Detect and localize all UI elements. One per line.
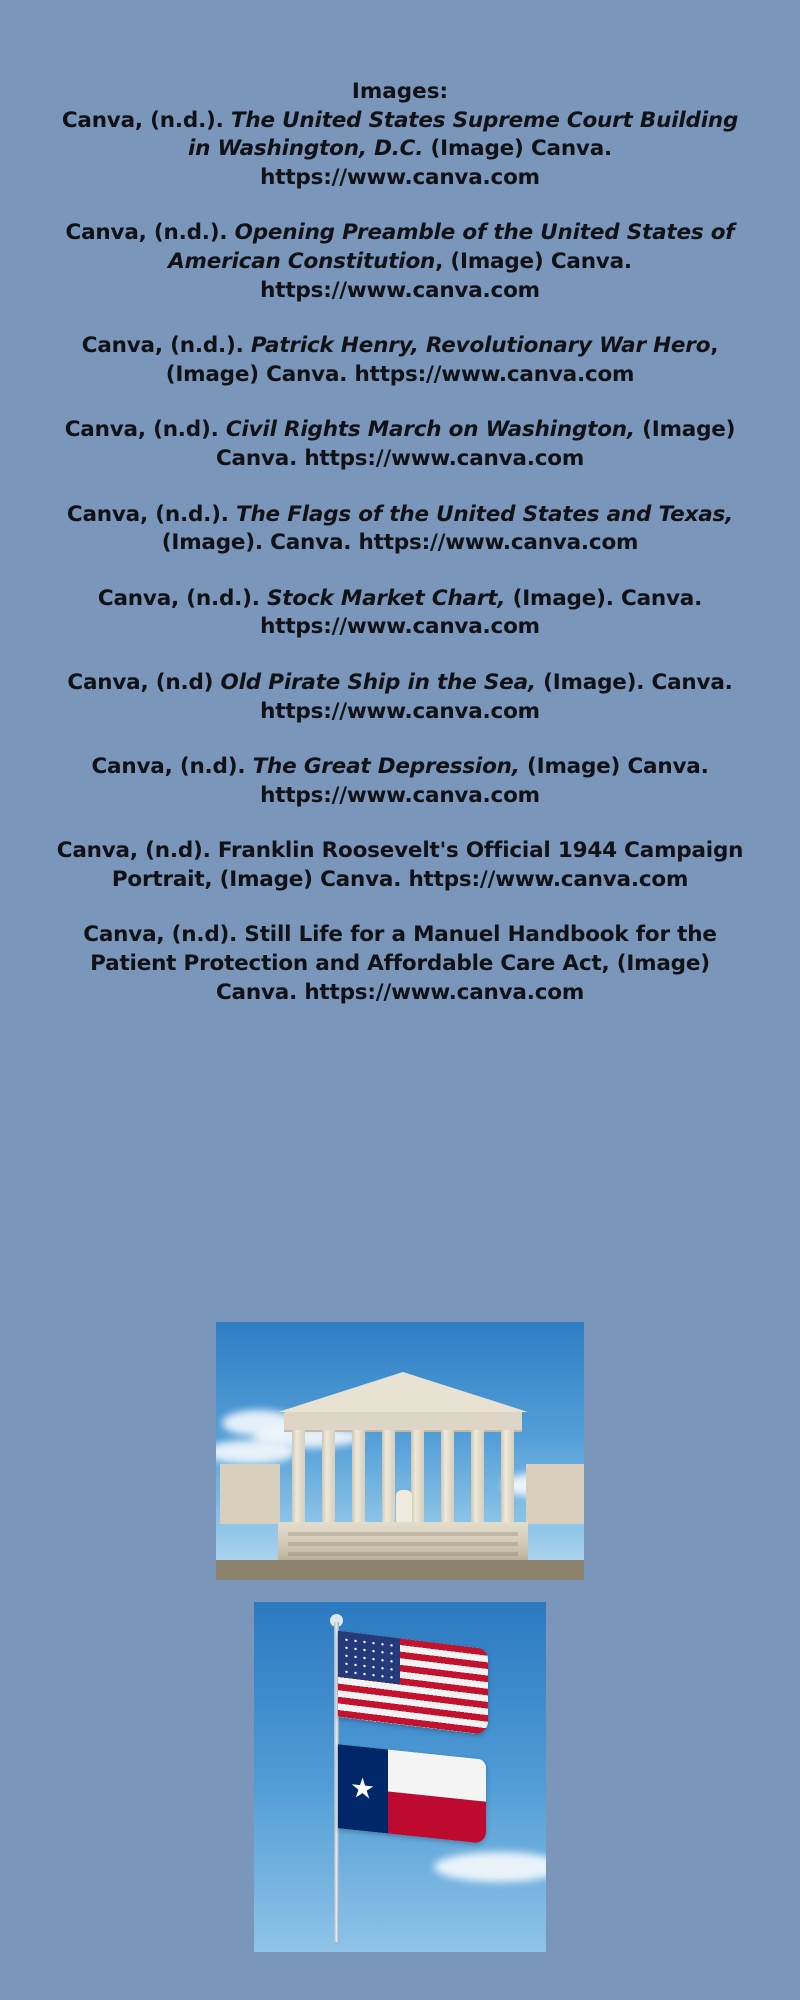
citation-prefix: Canva, (n.d) — [67, 669, 221, 695]
citation-title: The United States Supreme Court Building in Washington, D.C. — [187, 107, 739, 162]
column — [411, 1430, 424, 1522]
citation-suffix: (Image) Canva. https://www.canva.com — [260, 754, 709, 808]
us-flag-canton — [338, 1631, 400, 1685]
citation-title: Opening Preamble of the United States of American Constitution — [168, 220, 735, 274]
citation-item — [50, 332, 750, 389]
citation-prefix: Canva, (n.d). Still Life for a Manuel Handbook for the Patient Protection and Affordable Care Act, (Image) Canva. https://www.canva.com — [83, 922, 717, 1005]
column — [471, 1430, 484, 1522]
citation-item — [50, 585, 750, 642]
us-flag-stars — [342, 1635, 396, 1680]
citation-title: The Great Depression, — [252, 754, 520, 780]
page-title: Images: — [351, 79, 449, 104]
court-steps — [278, 1522, 528, 1562]
citation-item — [50, 921, 750, 1007]
court-building-shape — [278, 1372, 528, 1562]
supreme-court-photo — [216, 1322, 584, 1580]
column — [292, 1430, 305, 1522]
lone-star-icon: ★ — [350, 1770, 376, 1807]
citation-prefix: Canva, (n.d.). — [65, 220, 235, 246]
citation-prefix: Canva, (n.d.). — [97, 585, 268, 611]
citation-prefix: Canva, (n.d.). — [81, 333, 251, 359]
citation-suffix: , (Image) Canva. https://www.canva.com — [165, 333, 719, 387]
court-left-wing — [220, 1464, 280, 1524]
cloud-shape — [434, 1852, 546, 1882]
texas-flag — [338, 1744, 486, 1844]
citation-title: Civil Rights March on Washington, — [225, 417, 635, 443]
column — [322, 1430, 335, 1522]
citation-suffix: , (Image) Canva. https://www.canva.com — [260, 248, 632, 303]
citation-suffix: (Image). Canva. https://www.canva.com — [161, 530, 639, 556]
texas-flag-red-stripe — [388, 1791, 486, 1843]
court-foreground — [216, 1560, 584, 1580]
court-entablature — [284, 1412, 522, 1432]
citation-item — [50, 501, 750, 558]
citation-title: The Flags of the United States and Texas, — [235, 501, 734, 527]
citation-suffix: (Image). Canva. https://www.canva.com — [260, 669, 733, 724]
court-right-wing — [526, 1464, 584, 1524]
citation-title: Old Pirate Ship in the Sea, — [220, 669, 536, 695]
citation-prefix: Canva, (n.d). — [91, 754, 253, 780]
citation-title: Patrick Henry, Revolutionary War Hero — [250, 333, 711, 359]
citation-suffix: (Image) Canva. https://www.canva.com — [215, 417, 736, 471]
citation-prefix: Canva, (n.d). Franklin Roosevelt's Official 1944 Campaign Portrait, (Image) Canva. https://www.canva.com — [56, 838, 744, 892]
citation-item — [50, 219, 750, 305]
citation-suffix: (Image) Canva. https://www.canva.com — [260, 136, 613, 190]
court-statue — [396, 1490, 412, 1524]
texas-flag-hoist — [338, 1744, 388, 1833]
citation-item — [50, 753, 750, 810]
column — [382, 1430, 395, 1522]
citation-suffix: (Image). Canva. https://www.canva.com — [260, 585, 703, 640]
step-line — [288, 1542, 518, 1546]
column — [501, 1430, 514, 1522]
column — [441, 1430, 454, 1522]
citation-list — [50, 78, 750, 1007]
court-pediment — [278, 1372, 528, 1412]
citation-title: Stock Market Chart, — [267, 585, 506, 611]
flags-photo — [254, 1602, 546, 1952]
citation-item — [50, 416, 750, 473]
citation-prefix: Canva, (n.d). — [64, 417, 226, 443]
step-line — [288, 1552, 518, 1556]
citation-item — [50, 837, 750, 894]
step-line — [288, 1532, 518, 1536]
citation-prefix: Canva, (n.d.). — [61, 107, 231, 133]
column — [352, 1430, 365, 1522]
citation-item — [50, 107, 750, 193]
us-flag — [338, 1631, 488, 1735]
citation-item — [50, 669, 750, 726]
citation-prefix: Canva, (n.d.). — [66, 501, 236, 527]
